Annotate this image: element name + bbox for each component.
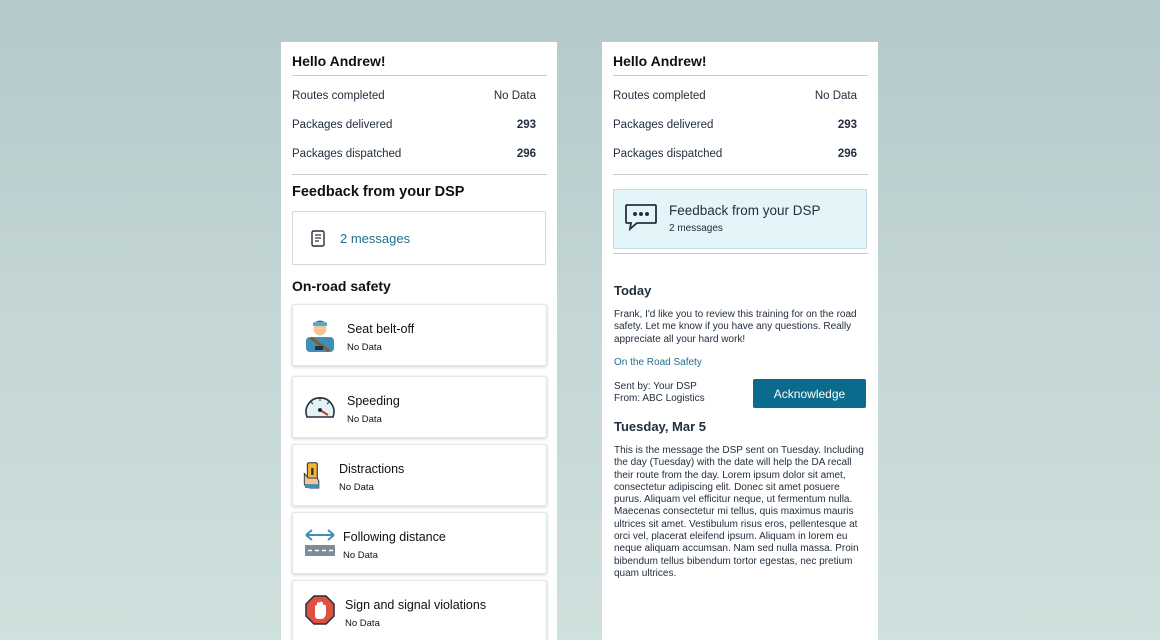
speedometer-icon: [303, 389, 337, 425]
driver-seatbelt-icon: [303, 317, 337, 353]
feedback-panel: [602, 42, 878, 640]
greeting: Hello Andrew!: [613, 53, 707, 69]
safety-title: Sign and signal violations: [345, 598, 487, 612]
stat-value: 293: [837, 119, 857, 131]
safety-title: Speeding: [347, 394, 400, 408]
stat-value: No Data: [493, 90, 536, 102]
message-body-tuesday: This is the message the DSP sent on Tuesday. Including the day (Tuesday) with the date will help the DA recall their route from the day. Lorem ipsum dolor sit amet, consectetur adipiscing elit. Donec sit amet posuere purus. Aliquam vel efficitur neque, ut fermentum nulla. Maecenas consectetur mi tellus, quis maximus mauris ultrices sit amet. Vestibulum risus eros, pellentesque at orci vel, placerat eleifend ipsum. Aliquam in lorem eu neque aliquam accumsan. Nam sed nulla massa. Proin bibendum tellus bibendum tortor egestas, nec pretium quam ultrices.: [614, 445, 864, 579]
stat-label: Routes completed: [613, 90, 706, 102]
stat-packages-delivered: [613, 119, 857, 131]
divider: [613, 174, 868, 175]
safety-card-sign-violations[interactable]: [292, 580, 547, 640]
sent-by: Sent by: Your DSP: [614, 381, 697, 392]
stat-value: 296: [837, 148, 857, 160]
stat-packages-delivered: [292, 119, 536, 131]
stat-value: No Data: [814, 90, 857, 102]
following-distance-icon: [303, 525, 337, 561]
feedback-card-subtitle: 2 messages: [669, 223, 723, 234]
safety-value: No Data: [343, 550, 378, 561]
feedback-card[interactable]: [613, 189, 867, 249]
stat-label: Packages dispatched: [292, 148, 402, 160]
stat-label: Packages delivered: [613, 119, 714, 131]
sent-from: From: ABC Logistics: [614, 393, 705, 404]
safety-title: Seat belt-off: [347, 322, 415, 336]
greeting: Hello Andrew!: [292, 53, 386, 69]
divider: [613, 253, 868, 254]
stat-label: Routes completed: [292, 90, 385, 102]
safety-card-following-distance[interactable]: [292, 512, 547, 574]
dashboard-panel: [281, 42, 557, 640]
safety-card-speeding[interactable]: [292, 376, 547, 438]
safety-value: No Data: [345, 618, 380, 629]
stat-routes-completed: [292, 90, 536, 102]
stat-value: 296: [516, 148, 536, 160]
safety-card-seat-belt[interactable]: [292, 304, 547, 366]
safety-value: No Data: [347, 342, 382, 353]
stat-packages-dispatched: [613, 148, 857, 160]
safety-value: No Data: [347, 414, 382, 425]
phone-in-hand-icon: [302, 457, 328, 493]
training-link[interactable]: On the Road Safety: [614, 357, 702, 368]
day-heading-today: Today: [614, 283, 652, 298]
divider: [613, 75, 868, 76]
safety-title: Following distance: [343, 530, 446, 544]
stat-label: Packages delivered: [292, 119, 393, 131]
safety-card-distractions[interactable]: [292, 444, 547, 506]
stat-value: 293: [516, 119, 536, 131]
safety-title: Distractions: [339, 462, 405, 476]
document-icon: [311, 230, 325, 247]
day-heading-tuesday: Tuesday, Mar 5: [614, 419, 706, 434]
stat-packages-dispatched: [292, 148, 536, 160]
message-sender: [614, 381, 705, 405]
safety-value: No Data: [339, 482, 374, 493]
chat-bubble-icon: [624, 202, 658, 232]
stat-label: Packages dispatched: [613, 148, 723, 160]
feedback-section-title: Feedback from your DSP: [292, 184, 465, 200]
stat-routes-completed: [613, 90, 857, 102]
feedback-card-title: Feedback from your DSP: [669, 203, 821, 218]
safety-section-title: On-road safety: [292, 278, 391, 294]
divider: [292, 174, 547, 175]
acknowledge-button[interactable]: Acknowledge: [753, 379, 866, 408]
messages-card[interactable]: [292, 211, 546, 265]
message-body-today: Frank, I'd like you to review this training for on the road safety. Let me know if you have any questions. Really appreciate all your hard work!: [614, 309, 857, 345]
stop-sign-icon: [303, 593, 337, 629]
divider: [292, 75, 547, 76]
messages-link[interactable]: 2 messages: [340, 231, 411, 246]
